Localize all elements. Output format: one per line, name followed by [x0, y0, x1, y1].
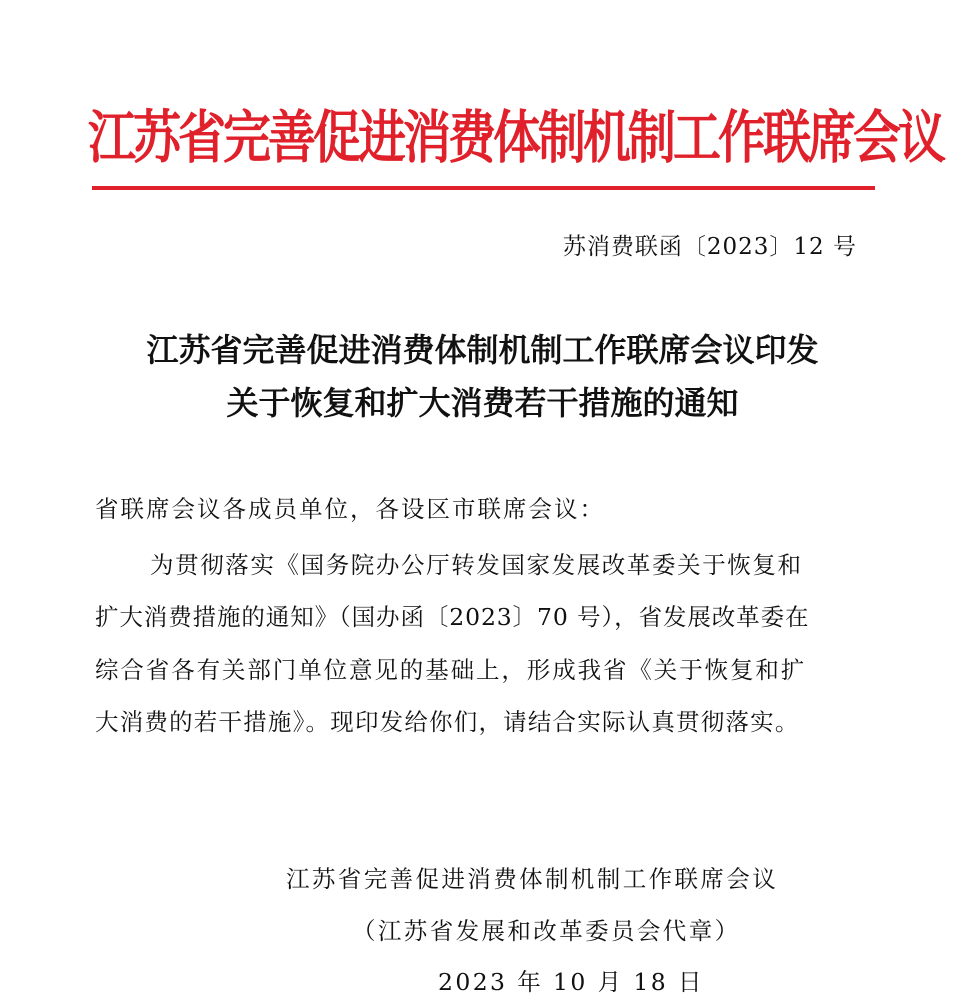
signature-date: 2023 年 10 月 18 日 [438, 968, 704, 996]
red-header-rule [92, 186, 875, 190]
body-paragraph-line: 扩大消费措施的通知》（国办函〔2023〕70 号），省发展改革委在 [95, 603, 810, 631]
signature-organization: 江苏省完善促进消费体制机制工作联席会议 [286, 865, 779, 893]
body-paragraph-line: 为贯彻落实《国务院办公厅转发国家发展改革委关于恢复和 [150, 551, 803, 579]
document-number: 苏消费联函〔2023〕12 号 [562, 234, 857, 260]
body-paragraph-line: 大消费的若干措施》。现印发给你们，请结合实际认真贯彻落实。 [95, 708, 800, 736]
issuing-organization-header: 江苏省完善促进消费体制机制工作联席会议 [88, 104, 944, 172]
body-paragraph-line: 综合省各有关部门单位意见的基础上，形成我省《关于恢复和扩 [95, 656, 807, 684]
document-title-line-1: 江苏省完善促进消费体制机制工作联席会议印发 [146, 331, 819, 369]
salutation: 省联席会议各成员单位，各设区市联席会议： [95, 495, 605, 523]
document-title-line-2: 关于恢复和扩大消费若干措施的通知 [226, 384, 739, 422]
signature-seal-note: （江苏省发展和改革委员会代章） [352, 917, 741, 945]
